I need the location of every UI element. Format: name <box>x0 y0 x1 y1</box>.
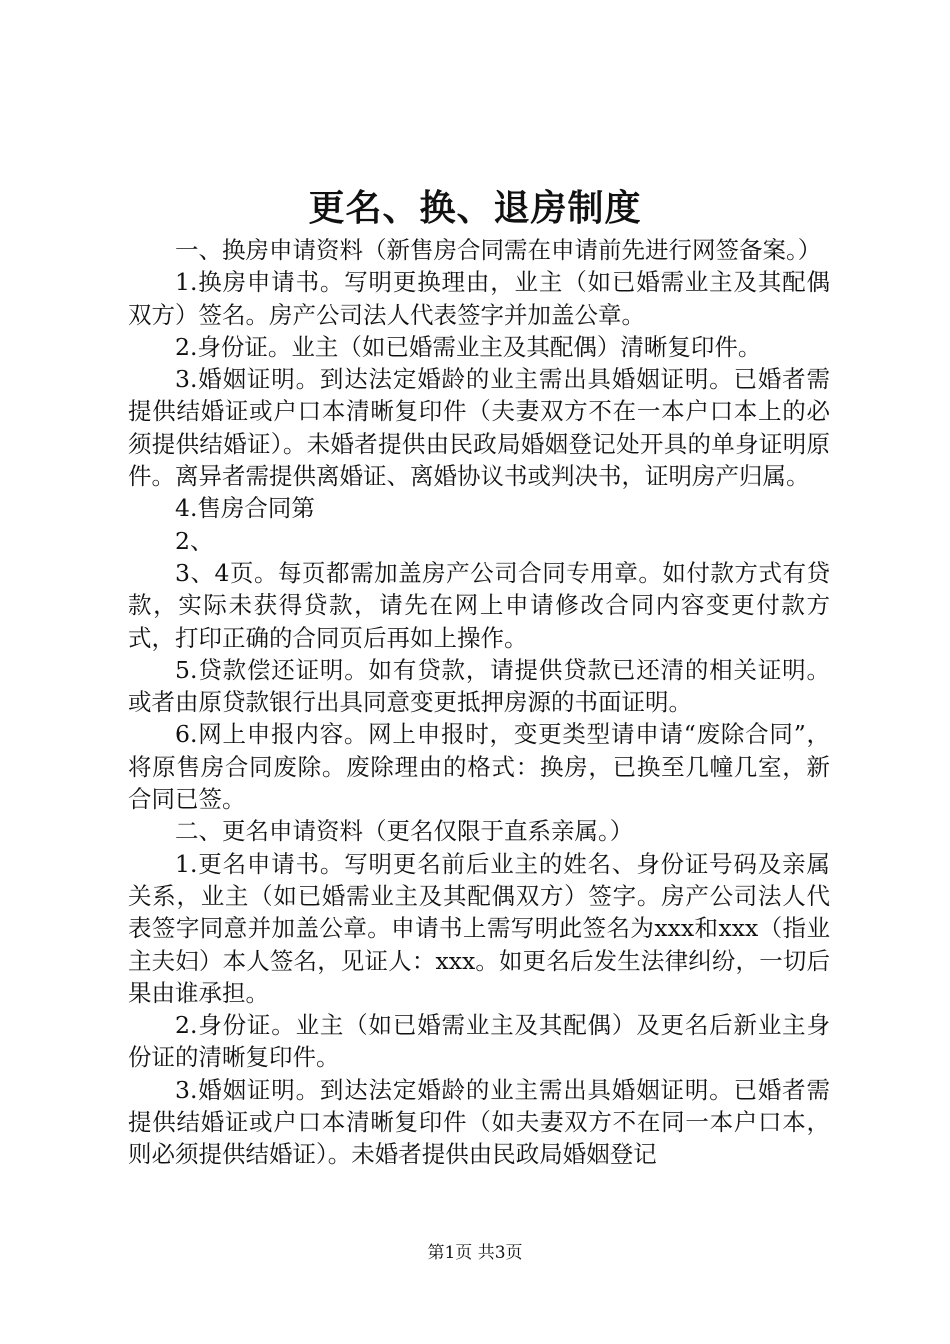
section-heading-rename: 二、更名申请资料（更名仅限于直系亲属。） <box>175 817 634 846</box>
paragraph-item: 2.身份证。业主（如已婚需业主及其配偶）清晰复印件。 <box>175 332 762 361</box>
paragraph-item: 3.婚姻证明。到达法定婚龄的业主需出具婚姻证明。已婚者需提供结婚证或户口本清晰复印件（如夫妻双方不在同一本户口本，则必须提供结婚证）。未婚者提供由民政局婚姻登记 <box>128 1075 830 1169</box>
document-body <box>128 234 830 1171</box>
paragraph-item: 3.婚姻证明。到达法定婚龄的业主需出具婚姻证明。已婚者需提供结婚证或户口本清晰复印件（夫妻双方不在一本户口本上的必须提供结婚证）。未婚者提供由民政局婚姻登记处开具的单身证明原件。离异者需提供离婚证、离婚协议书或判决书，证明房产归属。 <box>128 365 830 491</box>
section-heading-exchange: 一、换房申请资料（新售房合同需在申请前先进行网签备案。） <box>175 236 822 264</box>
paragraph-item: 2、 <box>175 526 214 555</box>
paragraph-item: 5.贷款偿还证明。如有贷款，请提供贷款已还清的相关证明。或者由原贷款银行出具同意变更抵押房源的书面证明。 <box>128 655 830 717</box>
document-title: 更名、换、退房制度 <box>308 187 642 229</box>
paragraph-item: 6.网上申报内容。网上申报时，变更类型请申请“废除合同”，将原售房合同废除。废除理由的格式：换房，已换至几幢几室，新合同已签。 <box>128 720 830 814</box>
paragraph-item: 1.换房申请书。写明更换理由，业主（如已婚需业主及其配偶双方）签名。房产公司法人代表签字并加盖公章。 <box>128 268 830 329</box>
paragraph-item: 2.身份证。业主（如已婚需业主及其配偶）及更名后新业主身份证的清晰复印件。 <box>128 1011 830 1072</box>
page-number-footer: 第1页 共3页 <box>427 1243 523 1263</box>
paragraph-item: 4.售房合同第 <box>175 494 315 523</box>
paragraph-item: 3、4页。每页都需加盖房产公司合同专用章。如付款方式有贷款，实际未获得贷款，请先在网上申请修改合同内容变更付款方式，打印正确的合同页后再如上操作。 <box>128 558 830 652</box>
paragraph-item: 1.更名申请书。写明更名前后业主的姓名、身份证号码及亲属关系，业主（如已婚需业主及其配偶双方）签字。房产公司法人代表签字同意并加盖公章。申请书上需写明此签名为xxx和xxx（指业主夫妇）本人签名，见证人：xxx。如更名后发生法律纠纷，一切后果由谁承担。 <box>128 849 830 1007</box>
